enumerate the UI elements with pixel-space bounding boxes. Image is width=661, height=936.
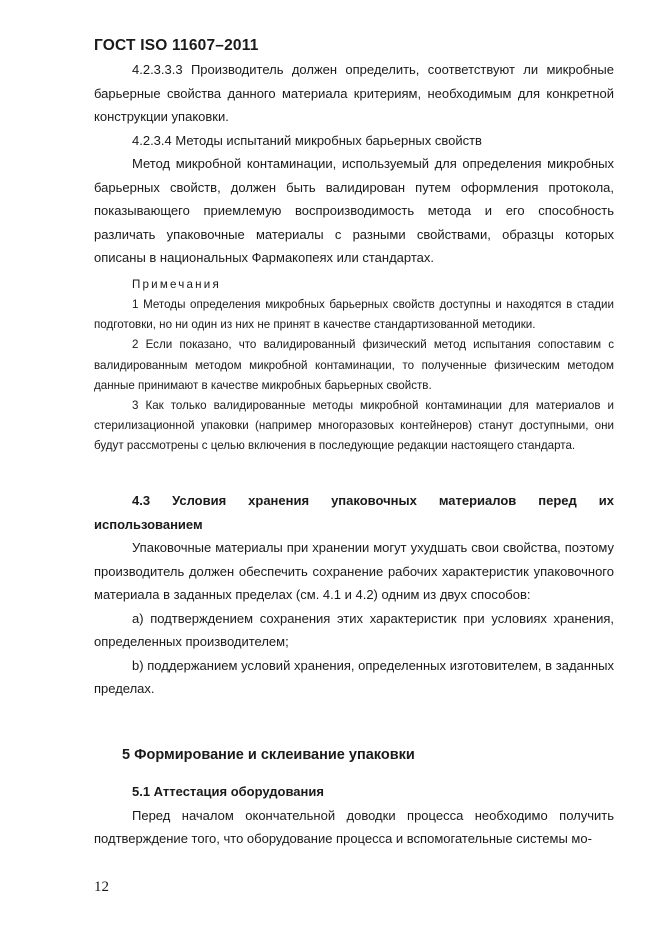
text-block-4-2 [94,58,614,270]
document-header: ГОСТ ISO 11607–2011 [94,37,259,54]
paragraph-4-2-3-3-3: 4.2.3.3.3 Производитель должен определить, соответствуют ли микробные барьерные свойства данного материала критериям, необходимым для конкретной конструкции упаковки. [94,62,614,124]
text-block-4-3 [94,489,614,701]
notes-block [94,275,614,457]
paragraph-4-2-3-4: Метод микробной контаминации, используемый для определения микробных барьерных свойств, должен быть валидирован путем оформления протокола, показывающего приемлемую воспроизводимость метода и его способность различать упаковочные материалы с разными свойствами, образцы которых описаны в национальных Фармакопеях или стандартах. [94,156,614,265]
note-1: 1 Методы определения микробных барьерных свойств доступны и находятся в стадии подготовки, но ни один из них не принят в качестве стандартизованной методики. [94,298,614,332]
section-5 [94,747,614,763]
list-item-b: b) поддержанием условий хранения, определенных изготовителем, в заданных пределах. [94,657,614,696]
heading-4-2-3-4: 4.2.3.4 Методы испытаний микробных барьерных свойств [132,132,482,148]
heading-5-1: 5.1 Аттестация оборудования [132,784,324,799]
paragraph-4-3: Упаковочные материалы при хранении могут ухудшать свои свойства, поэтому производитель должен обеспечить сохранение рабочих характеристик упаковочного материала в заданных пределах (см. 4.1 и 4.2) одним из двух способов: [94,540,614,602]
note-2: 2 Если показано, что валидированный физический метод испытания сопоставим с валидированным методом микробной контаминации, то полученные физическим методом данные принимают в качестве микробных барьерных свойств. [94,338,614,392]
heading-4-3: 4.3 Условия хранения упаковочных материалов перед их использованием [94,493,614,532]
list-item-a: a) подтверждением сохранения этих характеристик при условиях хранения, определенных производителем; [94,610,614,649]
paragraph-5-1: Перед началом окончательной доводки процесса необходимо получить подтверждение того, что оборудование процесса и вспомогательные системы мо- [94,807,614,846]
note-3: 3 Как только валидированные методы микробной контаминации для материалов и стерилизационной упаковки (например многоразовых контейнеров) станут доступными, они будут рассмотрены с целью включения в последующие редакции настоящего стандарта. [94,399,614,453]
notes-title: Примечания [132,278,221,291]
heading-5: 5 Формирование и склеивание упаковки [122,747,415,763]
text-block-5-1 [94,780,614,851]
page-number: 12 [94,879,109,895]
